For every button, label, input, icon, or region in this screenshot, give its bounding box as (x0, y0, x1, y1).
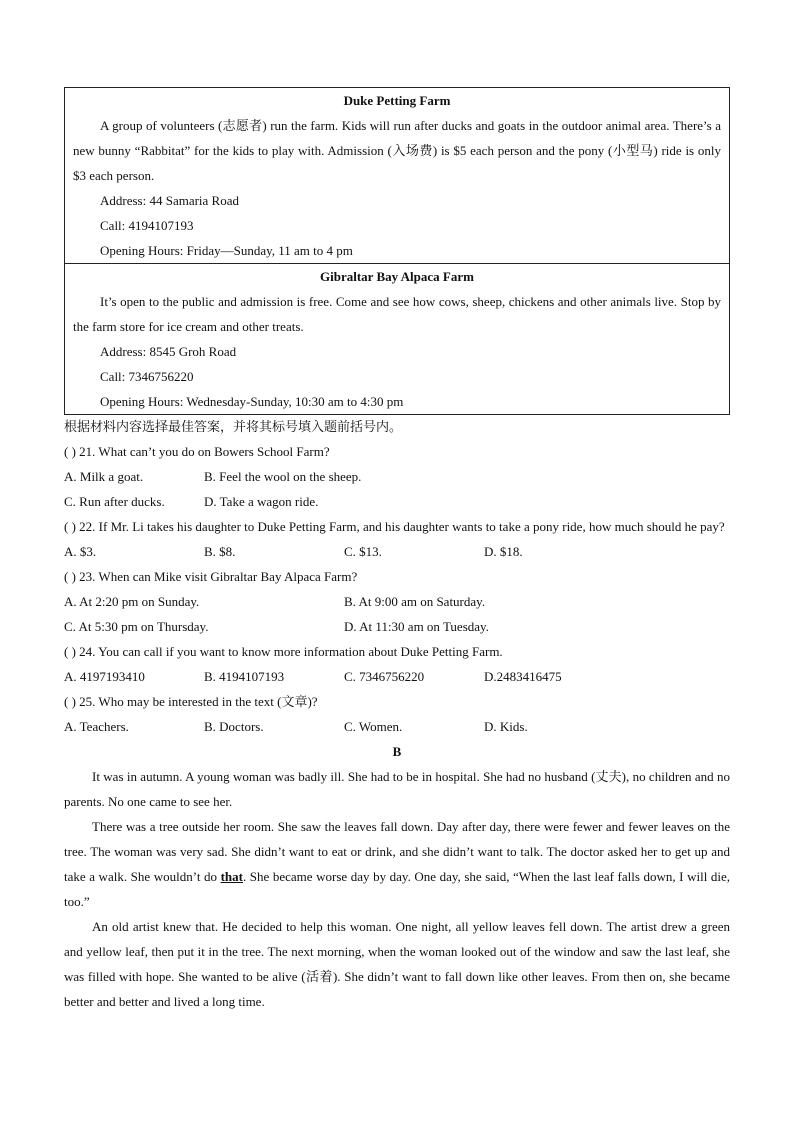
q24-option-d[interactable]: D.2483416475 (484, 669, 562, 684)
story-p2-text-before: There was a tree outside her room. She saw the leaves fall down. Day after day, there were fewer and fewer leaves on the tree. The woman was very sad. She didn’t want to eat or drink, and she didn’t want to talk. The doctor asked her to get up and take a walk. She wouldn’t do (64, 819, 730, 884)
underlined-word-that: that (220, 869, 243, 884)
q21-option-a[interactable]: A. Milk a goat. (64, 469, 144, 484)
q24-option-b[interactable]: B. 4194107193 (204, 669, 285, 684)
question-24-stem: ( ) 24. You can call if you want to know more information about Duke Petting Farm. (64, 644, 503, 659)
q23-option-c[interactable]: C. At 5:30 pm on Thursday. (64, 619, 209, 634)
q23-option-d[interactable]: D. At 11:30 am on Tuesday. (344, 619, 489, 634)
q25-option-c[interactable]: C. Women. (344, 719, 403, 734)
question-23-options-row-2 (64, 614, 730, 639)
question-21-options-row-1 (64, 464, 730, 489)
question-22-stem: ( ) 22. If Mr. Li takes his daughter to Duke Petting Farm, and his daughter wants to take a pony ride, how much should he pay? (64, 519, 725, 534)
question-25-options (64, 714, 730, 739)
q21-option-c[interactable]: C. Run after ducks. (64, 494, 165, 509)
duke-farm-hours: Opening Hours: Friday—Sunday, 11 am to 4 pm (100, 243, 353, 258)
q25-option-b[interactable]: B. Doctors. (204, 719, 264, 734)
q23-option-a[interactable]: A. At 2:20 pm on Sunday. (64, 594, 200, 609)
gibraltar-farm-hours: Opening Hours: Wednesday-Sunday, 10:30 am to 4:30 pm (100, 394, 404, 409)
duke-farm-address: Address: 44 Samaria Road (100, 193, 240, 208)
question-22-options (64, 539, 730, 564)
question-25-stem: ( ) 25. Who may be interested in the text (文章)? (64, 694, 318, 709)
duke-farm-description: A group of volunteers (志愿者) run the farm. Kids will run after ducks and goats in the outdoor animal area. There’s a new bunny “Rabbitat” for the kids to play with. Admission (入场费) is $5 each person and the pony (小型马) ride is only $3 each person. (73, 118, 721, 183)
question-21-stem: ( ) 21. What can’t you do on Bowers School Farm? (64, 444, 330, 459)
question-23-options-row-1 (64, 589, 730, 614)
q22-option-a[interactable]: A. $3. (64, 544, 97, 559)
gibraltar-farm-phone: Call: 7346756220 (100, 369, 194, 384)
question-24-options (64, 664, 730, 689)
story-paragraph-2 (64, 814, 730, 914)
duke-farm-title: Duke Petting Farm (343, 93, 451, 108)
q22-option-b[interactable]: B. $8. (204, 544, 236, 559)
gibraltar-farm-address: Address: 8545 Groh Road (100, 344, 237, 359)
q23-option-b[interactable]: B. At 9:00 am on Saturday. (344, 594, 486, 609)
q24-option-a[interactable]: A. 4197193410 (64, 669, 145, 684)
gibraltar-farm-section (65, 263, 729, 414)
farm-info-table (64, 87, 730, 415)
instruction: 根据材料内容选择最佳答案，并将其标号填入题前括号内。 (64, 419, 403, 434)
q25-option-d[interactable]: D. Kids. (484, 719, 528, 734)
duke-farm-phone: Call: 4194107193 (100, 218, 194, 233)
story-paragraph-3: An old artist knew that. He decided to help this woman. One night, all yellow leaves fell down. The artist drew a green and yellow leaf, then put it in the tree. The next morning, when the woman looked out of the window and saw the last leaf, she was filled with hope. She wanted to be alive (活着). She didn’t want to fall down like other leaves. From then on, she became better and better and lived a long time. (64, 919, 730, 1009)
duke-farm-section (65, 88, 729, 263)
story-paragraph-1: It was in autumn. A young woman was badly ill. She had to be in hospital. She had no husband (丈夫), no children and no parents. No one came to see her. (64, 769, 730, 809)
gibraltar-farm-title: Gibraltar Bay Alpaca Farm (320, 269, 474, 284)
q21-option-b[interactable]: B. Feel the wool on the sheep. (204, 469, 362, 484)
q25-option-a[interactable]: A. Teachers. (64, 719, 129, 734)
story-p2-text-after: . She became worse day by day. One day, she said, “When the last leaf falls down, I will die, too.” (64, 869, 731, 909)
q24-option-c[interactable]: C. 7346756220 (344, 669, 425, 684)
section-b-heading: B (392, 744, 402, 759)
question-21-options-row-2 (64, 489, 730, 514)
q21-option-d[interactable]: D. Take a wagon ride. (204, 494, 319, 509)
q22-option-c[interactable]: C. $13. (344, 544, 382, 559)
worksheet-page (64, 87, 730, 1014)
q22-option-d[interactable]: D. $18. (484, 544, 523, 559)
question-23-stem: ( ) 23. When can Mike visit Gibraltar Bay Alpaca Farm? (64, 569, 358, 584)
gibraltar-farm-description: It’s open to the public and admission is free. Come and see how cows, sheep, chickens and other animals live. Stop by the farm store for ice cream and other treats. (73, 294, 721, 334)
